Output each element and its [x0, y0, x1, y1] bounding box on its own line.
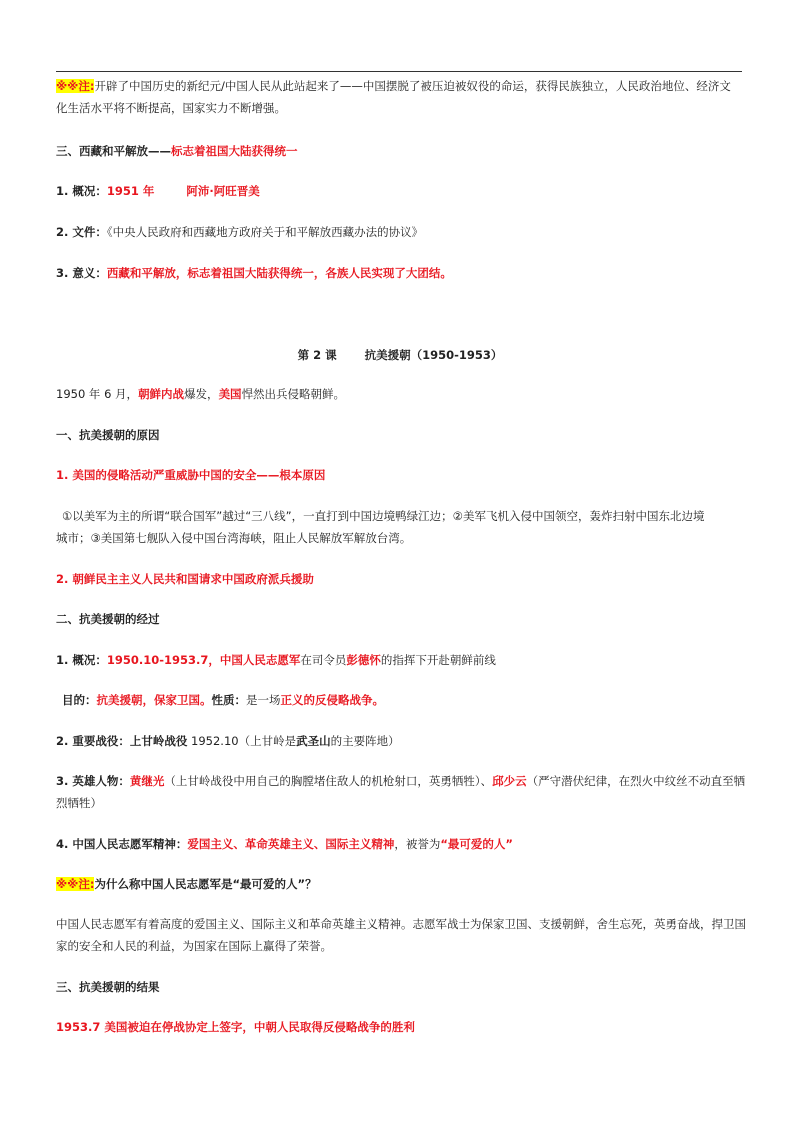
- note-line-2: 化生活水平将不断提高，国家实力不断增强。: [56, 101, 286, 115]
- cause-detail-line-2: 城市；③美国第七舰队入侵中国台湾海峡，阻止人民解放军解放台湾。: [56, 531, 412, 545]
- note-line-1: [56, 81, 731, 93]
- year: 1951 年: [106, 184, 155, 198]
- note-tag: ※※注:: [56, 79, 95, 93]
- heroes-line-2: 烈牺牲）: [56, 796, 102, 810]
- hero-1-desc: （上甘岭战役中用自己的胸膛堵住敌人的机枪射口，英勇牺牲）、: [164, 774, 493, 788]
- goal-text: 抗美援朝，保家卫国。: [96, 693, 212, 707]
- spirit-quote: “最可爱的人”: [440, 837, 513, 851]
- goal-nature: [62, 695, 384, 707]
- overview-text: 的指挥下开赴朝鲜前线: [380, 653, 496, 667]
- tibet-document: [56, 227, 423, 239]
- intro-text: 1950 年 6 月，: [56, 387, 139, 401]
- section-heading-causes: 一、抗美援朝的原因: [56, 428, 160, 442]
- intro-red: 美国: [218, 387, 242, 401]
- important-battle: [56, 736, 400, 748]
- battle-text: 的主要阵地）: [330, 734, 400, 748]
- cause-1: 1. 美国的侵略活动严重威胁中国的安全——根本原因: [56, 468, 326, 482]
- hero-label: 3. 英雄人物：: [56, 774, 130, 788]
- item-label: 1. 概况：: [56, 653, 107, 667]
- answer-line-2: 家的安全和人民的利益，为国家在国际上赢得了荣誉。: [56, 939, 332, 953]
- nature-text: 是一场: [246, 693, 281, 707]
- person: 阿沛·阿旺晋美: [186, 184, 260, 198]
- cause-2: 2. 朝鲜民主主义人民共和国请求中国政府派兵援助: [56, 572, 314, 586]
- intro-paragraph: [56, 389, 345, 401]
- section-heading-result: 三、抗美援朝的结果: [56, 980, 160, 994]
- tibet-significance: [56, 268, 452, 280]
- note-question: [56, 879, 317, 891]
- battle-text: 1952.10（上甘岭是: [191, 734, 297, 748]
- battle-place: 武圣山: [296, 734, 331, 748]
- nature-label: 性质：: [211, 693, 246, 707]
- spirit-red: 爱国主义、革命英雄主义、国际主义精神: [187, 837, 395, 851]
- lesson-subtitle: 抗美援朝（1950-1953）: [364, 348, 503, 362]
- intro-text: 悍然出兵侵略朝鲜。: [241, 387, 346, 401]
- intro-red: 朝鲜内战: [138, 387, 185, 401]
- significance-text: 西藏和平解放，标志着祖国大陆获得统一，各族人民实现了大团结。: [106, 266, 452, 280]
- result-text: 1953.7 美国被迫在停战协定上签字，中朝人民取得反侵略战争的胜利: [56, 1020, 415, 1034]
- header-rule: [56, 71, 742, 72]
- goal-label: 目的：: [62, 693, 97, 707]
- battle-label: 2. 重要战役：上甘岭战役: [56, 734, 188, 748]
- item-label: 2. 文件：: [56, 225, 107, 239]
- nature-red: 正义的反侵略战争。: [280, 693, 384, 707]
- item-label: 1. 概况：: [56, 184, 107, 198]
- overview-red: 1950.10-1953.7，中国人民志愿军: [106, 653, 301, 667]
- document-title: 《中央人民政府和西藏地方政府关于和平解放西藏办法的协议》: [106, 225, 424, 239]
- answer-line-1: 中国人民志愿军有着高度的爱国主义、国际主义和革命英雄主义精神。志愿军战士为保家卫国、支援朝鲜，舍生忘死，英勇奋战，捍卫国: [56, 917, 746, 931]
- hero-1: 黄继光: [129, 774, 165, 788]
- lesson-title: [0, 350, 800, 362]
- lesson-number: 第 2 课: [297, 348, 337, 362]
- section-heading-tibet: [56, 146, 298, 158]
- volunteer-spirit: [56, 839, 513, 851]
- cause-detail-line-1: ①以美军为主的所谓“联合国军”越过“三八线”，一直打到中国边境鸭绿江边；②美军飞机入侵中国领空，轰炸扫射中国东北边境: [62, 509, 705, 523]
- heading-red: 标志着祖国大陆获得统一: [171, 144, 298, 158]
- process-overview: [56, 655, 496, 667]
- item-label: 3. 意义：: [56, 266, 107, 280]
- spirit-label: 4. 中国人民志愿军精神：: [56, 837, 188, 851]
- section-heading-process: 二、抗美援朝的经过: [56, 612, 160, 626]
- hero-2: 邱少云: [492, 774, 527, 788]
- heading-prefix: 三、西藏和平解放——: [56, 144, 171, 158]
- note-tag: ※※注:: [56, 877, 95, 891]
- tibet-overview: [56, 186, 260, 198]
- spirit-text: ，被誉为: [394, 837, 441, 851]
- note-text: 开辟了中国历史的新纪元/中国人民从此站起来了——中国摆脱了被压迫被奴役的命运，获得民族独立，人民政治地位、经济文: [94, 79, 731, 93]
- intro-text: 爆发，: [184, 387, 219, 401]
- heroes-line-1: [56, 776, 745, 788]
- commander: 彭德怀: [346, 653, 381, 667]
- overview-text: 在司令员: [300, 653, 347, 667]
- hero-2-desc: （严守潜伏纪律，在烈火中纹丝不动直至牺: [526, 774, 746, 788]
- question-text: 为什么称中国人民志愿军是“最可爱的人”？: [94, 877, 317, 891]
